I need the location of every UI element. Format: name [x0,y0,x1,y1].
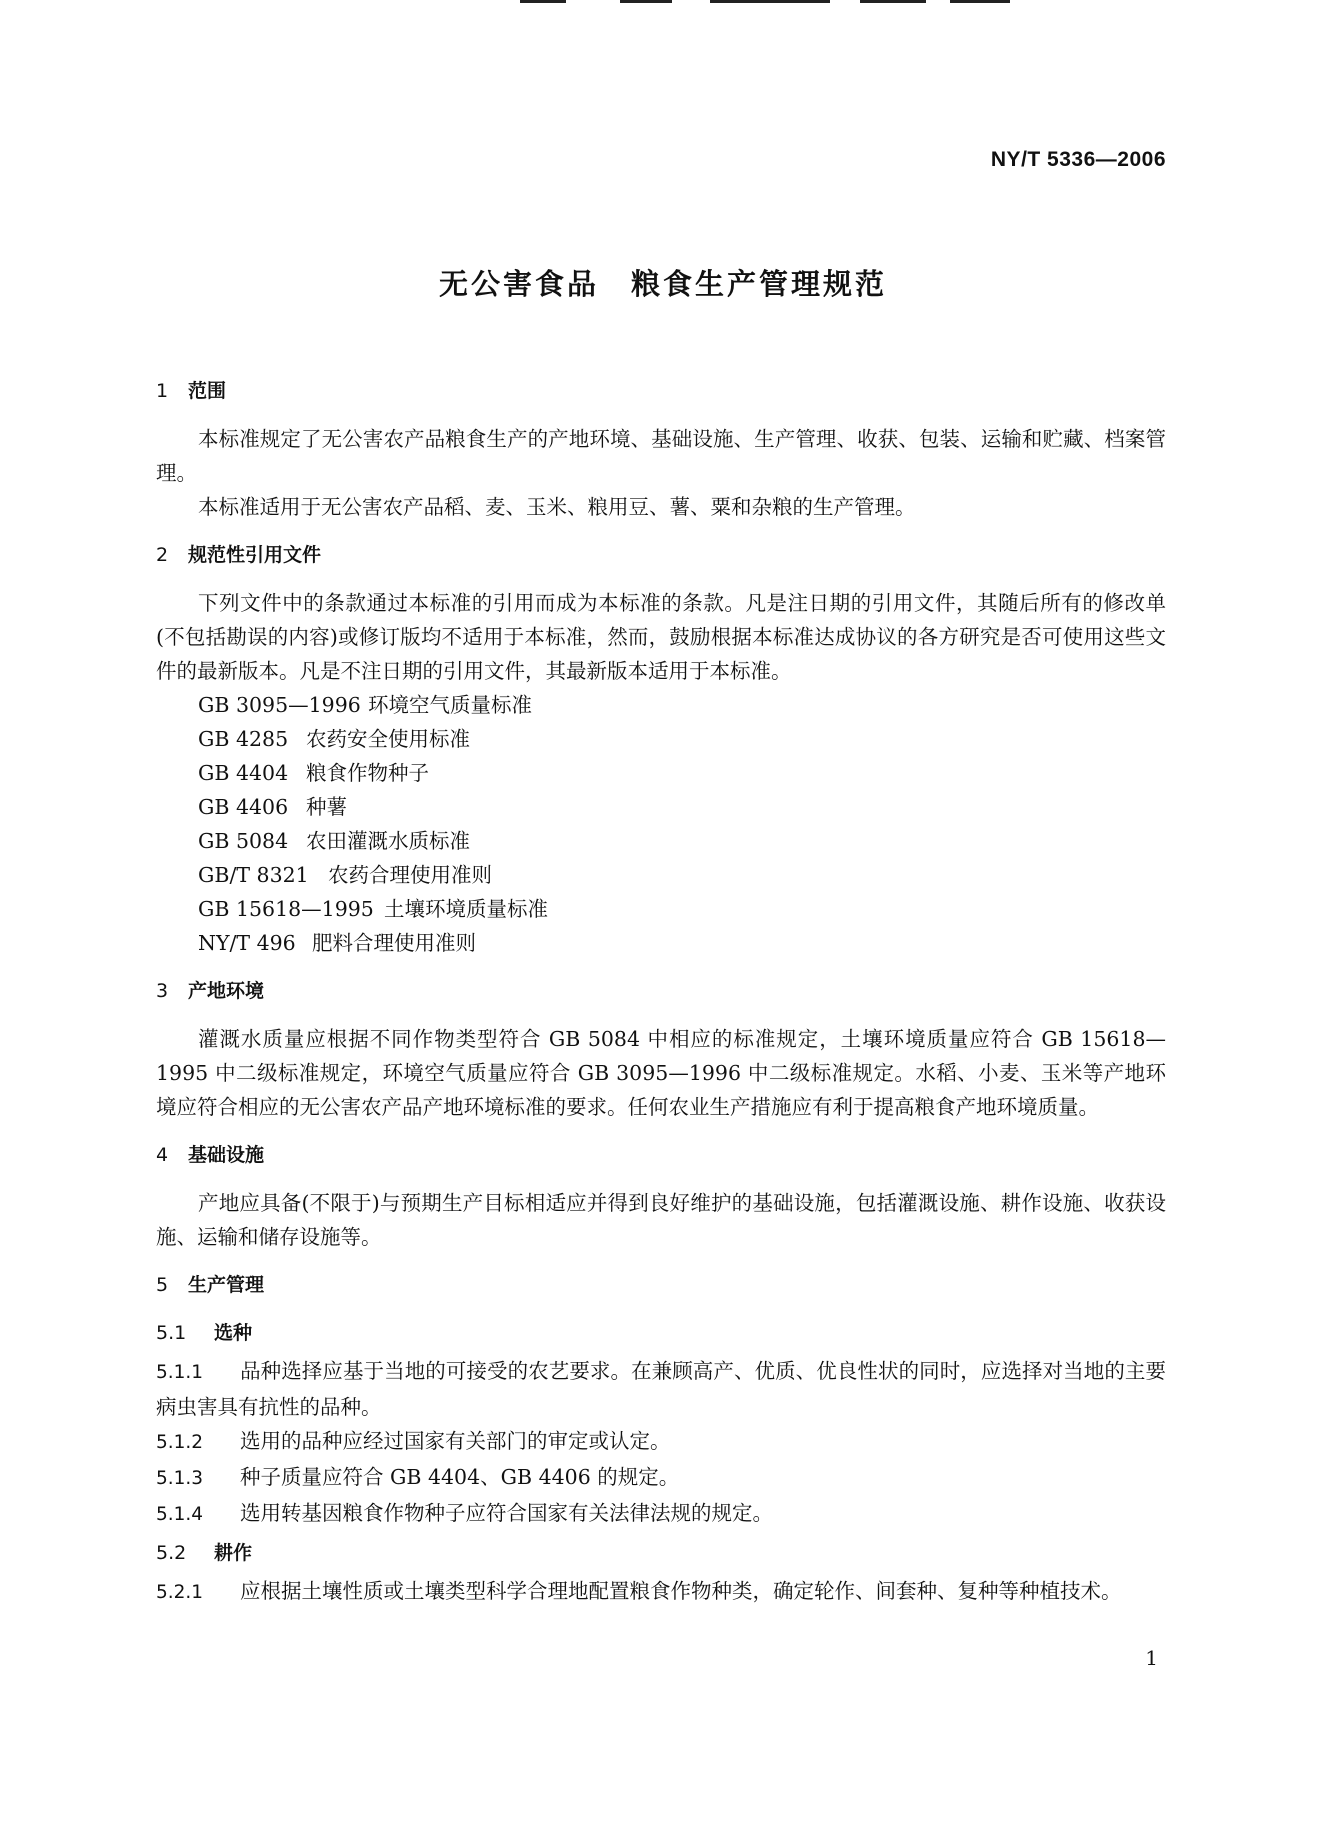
reference-name: 环境空气质量标准 [368,693,532,717]
reference-code: GB/T 8321 [198,863,309,887]
section-number: 4 [156,1144,169,1166]
reference-item [156,688,1166,722]
clause-text: 选用的品种应经过国家有关部门的审定或认定。 [240,1429,671,1453]
reference-name: 粮食作物种子 [306,761,429,785]
clause-number: 5.2.1 [156,1582,204,1603]
clause-text: 品种选择应基于当地的可接受的农艺要求。在兼顾高产、优质、优良性状的同时，应选择对当地的主要病虫害具有抗性的品种。 [156,1359,1166,1419]
clause-text: 种子质量应符合 GB 4404、GB 4406 的规定。 [240,1465,680,1489]
clause-5-1-4 [156,1496,1166,1532]
reference-item [156,892,1166,926]
clause-number: 5.1.1 [156,1362,204,1383]
reference-item [156,722,1166,756]
section-heading-1 [156,374,1166,408]
reference-name: 农药安全使用标准 [306,727,470,751]
document-title: 无公害食品 粮食生产管理规范 [438,267,887,301]
section-title: 范围 [188,380,227,402]
section-title: 基础设施 [188,1144,265,1166]
subsection-heading-5-2 [156,1536,1166,1570]
section-title: 生产管理 [188,1274,265,1296]
clause-5-1-2 [156,1424,1166,1460]
reference-name: 种薯 [306,795,347,819]
section-heading-3 [156,974,1166,1008]
reference-code: GB 4404 [198,761,289,785]
reference-item [156,926,1166,960]
reference-code: GB 4285 [198,727,289,751]
paragraph: 产地应具备(不限于)与预期生产目标相适应并得到良好维护的基础设施，包括灌溉设施、耕作设施、收获设施、运输和储存设施等。 [156,1191,1166,1249]
reference-name: 土壤环境质量标准 [384,897,548,921]
section-title: 规范性引用文件 [188,544,322,566]
clause-text: 应根据土壤性质或土壤类型科学合理地配置粮食作物种类，确定轮作、间套种、复种等种植技术。 [240,1579,1122,1603]
clause-number: 5.1.4 [156,1504,204,1525]
subsection-number: 5.2 [156,1542,187,1564]
reference-item [156,824,1166,858]
reference-item [156,756,1166,790]
subsection-title: 选种 [214,1322,253,1344]
section-number: 3 [156,980,169,1002]
paragraph: 下列文件中的条款通过本标准的引用而成为本标准的条款。凡是注日期的引用文件，其随后所有的修改单(不包括勘误的内容)或修订版均不适用于本标准，然而，鼓励根据本标准达成协议的各方研究是否可使用这些文件的最新版本。凡是不注日期的引用文件，其最新版本适用于本标准。 [156,591,1166,683]
paragraph: 本标准规定了无公害农产品粮食生产的产地环境、基础设施、生产管理、收获、包装、运输和贮藏、档案管理。 [156,427,1166,485]
reference-code: NY/T 496 [198,931,296,955]
reference-code: GB 15618—1995 [198,897,374,921]
reference-name: 肥料合理使用准则 [312,931,476,955]
section-number: 5 [156,1274,169,1296]
reference-item [156,858,1166,892]
standard-code: NY/T 5336—2006 [990,148,1166,171]
reference-code: GB 3095—1996 [198,693,361,717]
clause-number: 5.1.2 [156,1432,204,1453]
reference-code: GB 4406 [198,795,289,819]
reference-code: GB 5084 [198,829,289,853]
clause-5-1-1 [156,1354,1166,1424]
subsection-number: 5.1 [156,1322,187,1344]
paragraph: 灌溉水质量应根据不同作物类型符合 GB 5084 中相应的标准规定，土壤环境质量应符合 GB 15618—1995 中二级标准规定，环境空气质量应符合 GB 3095—1996 中二级标准规定。水稻、小麦、玉米等产地环境应符合相应的无公害农产品产地环境标准的要求。任何农业生产措施应有利于提高粮食产地环境质量。 [156,1027,1166,1119]
reference-name: 农田灌溉水质标准 [306,829,470,853]
document-body [156,360,1166,1610]
clause-text: 选用转基因粮食作物种子应符合国家有关法律法规的规定。 [240,1501,773,1525]
clause-5-1-3 [156,1460,1166,1496]
scan-edge-marks [520,0,1160,4]
section-heading-4 [156,1138,1166,1172]
page-number: 1 [1145,1646,1158,1670]
clause-5-2-1 [156,1574,1166,1610]
section-number: 2 [156,544,169,566]
section-title: 产地环境 [188,980,265,1002]
clause-number: 5.1.3 [156,1468,204,1489]
section-heading-2 [156,538,1166,572]
paragraph: 本标准适用于无公害农产品稻、麦、玉米、粮用豆、薯、粟和杂粮的生产管理。 [198,495,916,519]
subsection-heading-5-1 [156,1316,1166,1350]
reference-name: 农药合理使用准则 [328,863,492,887]
section-heading-5 [156,1268,1166,1302]
reference-list [156,688,1166,960]
section-number: 1 [156,380,169,402]
subsection-title: 耕作 [214,1542,253,1564]
reference-item [156,790,1166,824]
